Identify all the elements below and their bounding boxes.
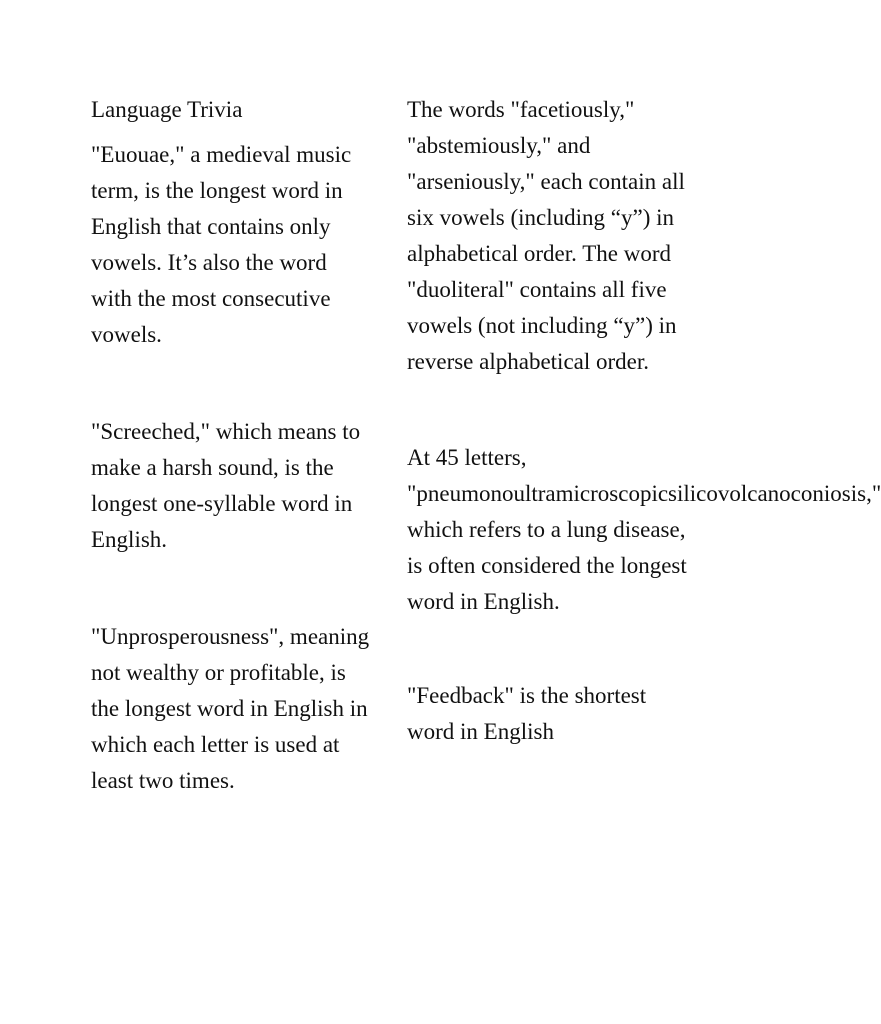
- left-column: [91, 92, 373, 799]
- trivia-paragraph-vowel-order: The words "facetiously," "abstemiously," and "arseniously," each contain all six vowels (including “y”) in alphabetical order. The word "duoliteral" contains all five vowels (not including “y”) in reverse alphabetical order.: [407, 97, 685, 374]
- trivia-paragraph-longest-word: At 45 letters, "pneumonoultramicroscopicsilicovolcanoconiosis," which refers to a lung disease, is often considered the longest word in English.: [407, 445, 881, 614]
- trivia-paragraph-euouae: "Euouae," a medieval music term, is the longest word in English that contains only vowels. It’s also the word with the most consecutive vowels.: [91, 142, 352, 347]
- trivia-paragraph-unprosperousness: "Unprosperousness", meaning not wealthy or profitable, is the longest word in English in which each letter is used at least two times.: [91, 624, 370, 793]
- trivia-paragraph-feedback: "Feedback" is the shortest word in English: [407, 683, 647, 744]
- document-title: Language Trivia: [91, 97, 243, 122]
- right-column: [407, 92, 881, 750]
- trivia-paragraph-screeched: "Screeched," which means to make a harsh sound, is the longest one-syllable word in English.: [91, 419, 361, 552]
